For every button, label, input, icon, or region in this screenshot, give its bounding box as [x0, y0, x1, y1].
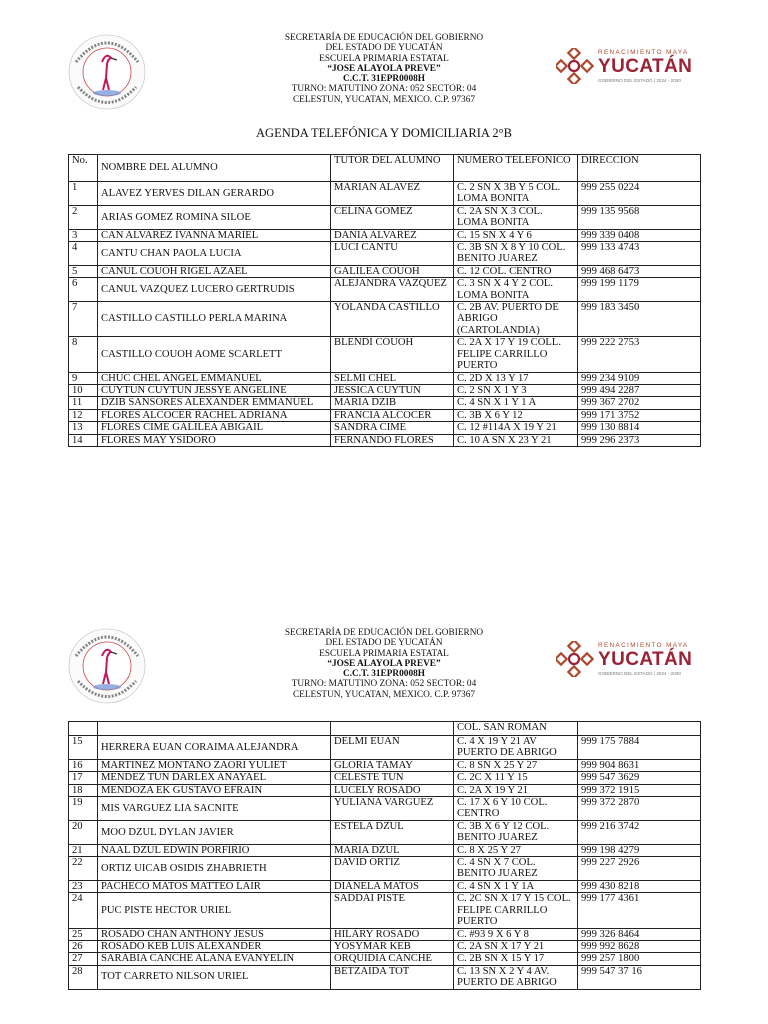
cell-no: 16 [69, 759, 98, 771]
cell-no: 3 [69, 229, 98, 241]
cell-tutor: SELMI CHEL [331, 372, 454, 384]
cell-phone: 999 171 3752 [578, 409, 701, 421]
cell-name: CASTILLO COUOH AOME SCARLETT [98, 337, 331, 372]
cell-tutor: HILARY ROSADO [331, 928, 454, 940]
cell-address: C. 2D X 13 Y 17 [454, 372, 578, 384]
school-cct: C.C.T. 31EPR0008H [343, 74, 425, 85]
cell-address: C. 17 X 6 Y 10 COL. CENTRO [454, 797, 578, 821]
cell-name: CHUC CHEL ANGEL EMMANUEL [98, 372, 331, 384]
cell-tutor: GLORIA TAMAY [331, 759, 454, 771]
table-row [69, 928, 701, 940]
cell-no: 19 [69, 797, 98, 821]
table-row [69, 857, 701, 881]
cell-phone: 999 177 4361 [578, 893, 701, 928]
cell-no: 6 [69, 278, 98, 302]
cell-tutor: CELESTE TUN [331, 772, 454, 784]
cell-name: PACHECO MATOS MATTEO LAIR [98, 880, 331, 892]
cell-name: CAN ALVAREZ IVANNA MARIEL [98, 229, 331, 241]
cell-no: 1 [69, 182, 98, 206]
cell-address: C. 12 COL. CENTRO [454, 265, 578, 277]
table-row [69, 372, 701, 384]
cell-no: 25 [69, 928, 98, 940]
cell-no: 5 [69, 265, 98, 277]
cell-name: ORTIZ UICAB OSIDIS ZHABRIETH [98, 857, 331, 881]
table-row [69, 397, 701, 409]
cell-no: 4 [69, 242, 98, 266]
cell-no: 23 [69, 880, 98, 892]
cell-tutor: BETZAIDA TOT [331, 965, 454, 989]
table-row [69, 337, 701, 372]
cell-tutor: YOSYMAR KEB [331, 940, 454, 952]
cell-tutor: MARIAN ALAVEZ [331, 182, 454, 206]
cell-address: C. 2C X 11 Y 15 [454, 772, 578, 784]
table-row [69, 844, 701, 856]
cell-address: C. 3B SN X 8 Y 10 COL. BENITO JUAREZ [454, 242, 578, 266]
document-page-2 [0, 595, 768, 1024]
cell-phone: 999 216 3742 [578, 820, 701, 844]
cell-tutor: YOLANDA CASTILLO [331, 302, 454, 337]
cell-tutor: MARIA DZIB [331, 397, 454, 409]
cell-address: C. 2A X 19 Y 21 [454, 784, 578, 796]
cell-name: MENDEZ TUN DARLEX ANAYAEL [98, 772, 331, 784]
cell-no: 18 [69, 784, 98, 796]
cell-tutor: DELMI EUAN [331, 736, 454, 760]
cell-address: C. 2C SN X 17 Y 15 COL. FELIPE CARRILLO PUERTO [454, 893, 578, 928]
cell-address: C. 2A SN X 3 COL. LOMA BONITA [454, 205, 578, 229]
table-row [69, 784, 701, 796]
cell-tutor: DAVID ORTIZ [331, 857, 454, 881]
cell-phone: 999 183 3450 [578, 302, 701, 337]
table-body [69, 182, 701, 447]
cell-tutor: LUCI CANTU [331, 242, 454, 266]
cell-name: ROSADO CHAN ANTHONY JESUS [98, 928, 331, 940]
cell-no: 11 [69, 397, 98, 409]
cell-no: 26 [69, 940, 98, 952]
cell-address: C. 3B X 6 Y 12 COL. BENITO JUAREZ [454, 820, 578, 844]
cell-no: 12 [69, 409, 98, 421]
table-row [69, 772, 701, 784]
cell-phone [578, 722, 701, 736]
cell-address: C. 12 #114A X 19 Y 21 [454, 422, 578, 434]
cell-no [69, 722, 98, 736]
cell-name: CASTILLO CASTILLO PERLA MARINA [98, 302, 331, 337]
government-brand [556, 48, 706, 88]
cell-address: C. 2A X 17 Y 19 COLL. FELIPE CARRILLO PUERTO [454, 337, 578, 372]
table-row [69, 965, 701, 989]
table-row [69, 797, 701, 821]
header-line: TURNO: MATUTINO ZONA: 052 SECTOR: 04 [291, 84, 477, 95]
cell-address: C. #93 9 X 6 Y 8 [454, 928, 578, 940]
table-body [69, 722, 701, 990]
cell-name: HERRERA EUAN CORAIMA ALEJANDRA [98, 736, 331, 760]
cell-tutor: SADDAI PISTE [331, 893, 454, 928]
cell-name: CANUL VAZQUEZ LUCERO GERTRUDIS [98, 278, 331, 302]
cell-name: TOT CARRETO NILSON URIEL [98, 965, 331, 989]
school-seal-icon [66, 626, 148, 706]
cell-name: DZIB SANSORES ALEXANDER EMMANUEL [98, 397, 331, 409]
cell-phone: 999 130 8814 [578, 422, 701, 434]
cell-phone: 999 547 3629 [578, 772, 701, 784]
cell-phone: 999 227 2926 [578, 857, 701, 881]
cell-phone: 999 135 9568 [578, 205, 701, 229]
cell-phone: 999 255 0224 [578, 182, 701, 206]
table-row [69, 384, 701, 396]
cell-tutor: ESTELA DZUL [331, 820, 454, 844]
school-name: “JOSE ALAYOLA PREVE” [327, 63, 441, 74]
cell-phone: 999 175 7884 [578, 736, 701, 760]
school-cct: C.C.T. 31EPR0008H [343, 669, 425, 680]
table-row [69, 940, 701, 952]
table-row [69, 880, 701, 892]
cell-name: ARIAS GOMEZ ROMINA SILOE [98, 205, 331, 229]
student-directory-table [68, 154, 701, 447]
student-directory-table-continued [68, 721, 701, 990]
table-row [69, 736, 701, 760]
cell-name: FLORES CIME GALILEA ABIGAIL [98, 422, 331, 434]
cell-name: MENDOZA EK GUSTAVO EFRAIN [98, 784, 331, 796]
government-brand [556, 641, 706, 681]
header-line: ESCUELA PRIMARIA ESTATAL [319, 53, 449, 64]
cell-address: C. 15 SN X 4 Y 6 [454, 229, 578, 241]
cell-tutor: YULIANA VARGUEZ [331, 797, 454, 821]
table-row [69, 265, 701, 277]
cell-phone: 999 992 8628 [578, 940, 701, 952]
cell-no: 22 [69, 857, 98, 881]
cell-address: C. 4 SN X 1 Y 1A [454, 880, 578, 892]
cell-no: 7 [69, 302, 98, 337]
cell-no: 15 [69, 736, 98, 760]
cell-phone: 999 133 4743 [578, 242, 701, 266]
cell-phone: 999 296 2373 [578, 434, 701, 446]
cell-tutor: MARIA DZUL [331, 844, 454, 856]
cell-name: CANUL COUOH RIGEL AZAEL [98, 265, 331, 277]
table-row [69, 182, 701, 206]
cell-phone: 999 547 37 16 [578, 965, 701, 989]
cell-address: C. 8 SN X 25 Y 27 [454, 759, 578, 771]
header-line: DEL ESTADO DE YUCATÁN [325, 43, 443, 54]
header-line: SECRETARÍA DE EDUCACIÓN DEL GOBIERNO [284, 628, 484, 638]
cell-address: C. 2 SN X 1 Y 3 [454, 384, 578, 396]
cell-no: 27 [69, 953, 98, 965]
institution-header [250, 628, 518, 700]
cell-no: 21 [69, 844, 98, 856]
cell-no: 17 [69, 772, 98, 784]
cell-address: C. 2B AV. PUERTO DE ABRIGO (CARTOLANDIA) [454, 302, 578, 337]
table-row [69, 229, 701, 241]
cell-name: MARTINEZ MONTAÑO ZAORI YULIET [98, 759, 331, 771]
cell-name: SARABIA CANCHE ALANA EVANYELIN [98, 953, 331, 965]
cell-no: 24 [69, 893, 98, 928]
cell-tutor: JESSICA CUYTUN [331, 384, 454, 396]
cell-no: 13 [69, 422, 98, 434]
brand-name: YUCATÁN [598, 649, 693, 670]
cell-tutor: FERNANDO FLORES [331, 434, 454, 446]
cell-tutor: DIANELA MATOS [331, 880, 454, 892]
cell-address: C. 3 SN X 4 Y 2 COL. LOMA BONITA [454, 278, 578, 302]
cell-tutor: LUCELY ROSADO [331, 784, 454, 796]
table-row [69, 302, 701, 337]
cell-address: COL. SAN ROMAN [454, 722, 578, 736]
cell-no: 10 [69, 384, 98, 396]
table-header-row [69, 155, 701, 182]
table-row [69, 422, 701, 434]
cell-name: FLORES MAY YSIDORO [98, 434, 331, 446]
brand-name: YUCATÁN [598, 56, 693, 77]
brand-tagline: RENACIMIENTO MAYA [598, 49, 689, 56]
cell-address: C. 3B X 6 Y 12 [454, 409, 578, 421]
cell-name [98, 722, 331, 736]
column-header-name: NOMBRE DEL ALUMNO [98, 155, 331, 182]
cell-phone: 999 199 1179 [578, 278, 701, 302]
table-row [69, 242, 701, 266]
cell-address: C. 4 SN X 1 Y 1 A [454, 397, 578, 409]
cell-phone: 999 367 2702 [578, 397, 701, 409]
header-line: SECRETARÍA DE EDUCACIÓN DEL GOBIERNO [284, 33, 484, 43]
cell-address: C. 2B SN X 15 Y 17 [454, 953, 578, 965]
cell-phone: 999 339 0408 [578, 229, 701, 241]
table-row [69, 820, 701, 844]
header-line: CELESTUN, YUCATAN, MEXICO. C.P. 97367 [292, 94, 475, 105]
cell-phone: 999 326 8464 [578, 928, 701, 940]
table-row [69, 434, 701, 446]
cell-phone: 999 494 2287 [578, 384, 701, 396]
table-row [69, 893, 701, 928]
cell-address: C. 10 A SN X 23 Y 21 [454, 434, 578, 446]
cell-address: C. 8 X 25 Y 27 [454, 844, 578, 856]
cell-phone: 999 372 2870 [578, 797, 701, 821]
cell-phone: 999 198 4279 [578, 844, 701, 856]
cell-name: NAAL DZUL EDWIN PORFIRIO [98, 844, 331, 856]
header-line: CELESTUN, YUCATAN, MEXICO. C.P. 97367 [292, 689, 475, 700]
cell-no: 9 [69, 372, 98, 384]
brand-tagline: RENACIMIENTO MAYA [598, 642, 689, 649]
cell-address: C. 4 SN X 7 COL. BENITO JUAREZ [454, 857, 578, 881]
column-header-phone: DIRECCIÓN [578, 155, 701, 182]
cell-tutor: FRANCIA ALCOCER [331, 409, 454, 421]
document-title: AGENDA TELEFÓNICA Y DOMICILIARIA 2°B [256, 126, 512, 140]
table-row [69, 759, 701, 771]
cell-no: 2 [69, 205, 98, 229]
cell-phone: 999 904 8631 [578, 759, 701, 771]
cell-tutor: ORQUIDIA CANCHE [331, 953, 454, 965]
cell-address: C. 2 SN X 3B Y 5 COL. LOMA BONITA [454, 182, 578, 206]
cell-no: 8 [69, 337, 98, 372]
cell-phone: 999 257 1800 [578, 953, 701, 965]
table-row [69, 409, 701, 421]
cell-name: ALAVEZ YERVES DILAN GERARDO [98, 182, 331, 206]
school-name: “JOSE ALAYOLA PREVE” [327, 658, 441, 669]
school-seal-icon [66, 32, 148, 112]
cell-name: MIS VARGUEZ LIA SACNITE [98, 797, 331, 821]
cell-tutor: CELINA GOMEZ [331, 205, 454, 229]
column-header-address: NÚMERO TÉLEFONICO [454, 155, 578, 182]
header-line: DEL ESTADO DE YUCATÁN [325, 638, 443, 649]
cell-name: CUYTUN CUYTUN JESSYE ANGELINE [98, 384, 331, 396]
cell-phone: 999 468 6473 [578, 265, 701, 277]
cell-phone: 999 222 2753 [578, 337, 701, 372]
cell-address: C. 4 X 19 Y 21 AV PUERTO DE ABRIGO [454, 736, 578, 760]
cell-name: MOO DZUL DYLAN JAVIER [98, 820, 331, 844]
header-line: ESCUELA PRIMARIA ESTATAL [319, 648, 449, 659]
table-row [69, 205, 701, 229]
table-row [69, 722, 701, 736]
cell-name: FLORES ALCOCER RACHEL ADRIANA [98, 409, 331, 421]
cell-phone: 999 430 8218 [578, 880, 701, 892]
cell-no: 20 [69, 820, 98, 844]
maya-pattern-icon [556, 48, 594, 84]
table-row [69, 278, 701, 302]
maya-pattern-icon [556, 641, 594, 677]
table-row [69, 953, 701, 965]
cell-phone: 999 234 9109 [578, 372, 701, 384]
institution-header [250, 33, 518, 105]
cell-tutor: GALILEA COUOH [331, 265, 454, 277]
cell-phone: 999 372 1915 [578, 784, 701, 796]
cell-address: C. 13 SN X 2 Y 4 AV. PUERTO DE ABRIGO [454, 965, 578, 989]
cell-name: CANTU CHAN PAOLA LUCIA [98, 242, 331, 266]
cell-name: PUC PISTE HECTOR URIEL [98, 893, 331, 928]
cell-address: C. 2A SN X 17 Y 21 [454, 940, 578, 952]
cell-tutor [331, 722, 454, 736]
brand-subtitle: GOBIERNO DEL ESTADO | 2024 - 2030 [598, 671, 681, 676]
cell-no: 14 [69, 434, 98, 446]
cell-tutor: ALEJANDRA VAZQUEZ [331, 278, 454, 302]
column-header-no: No. [69, 155, 98, 182]
brand-subtitle: GOBIERNO DEL ESTADO | 2024 - 2030 [598, 78, 681, 83]
cell-tutor: SANDRA CIME [331, 422, 454, 434]
cell-tutor: DANIA ALVAREZ [331, 229, 454, 241]
header-line: TURNO: MATUTINO ZONA: 052 SECTOR: 04 [291, 679, 477, 690]
cell-name: ROSADO KEB LUIS ALEXANDER [98, 940, 331, 952]
cell-tutor: BLENDI COUOH [331, 337, 454, 372]
cell-no: 28 [69, 965, 98, 989]
column-header-tutor: TUTOR DEL ALUMNO [331, 155, 454, 182]
